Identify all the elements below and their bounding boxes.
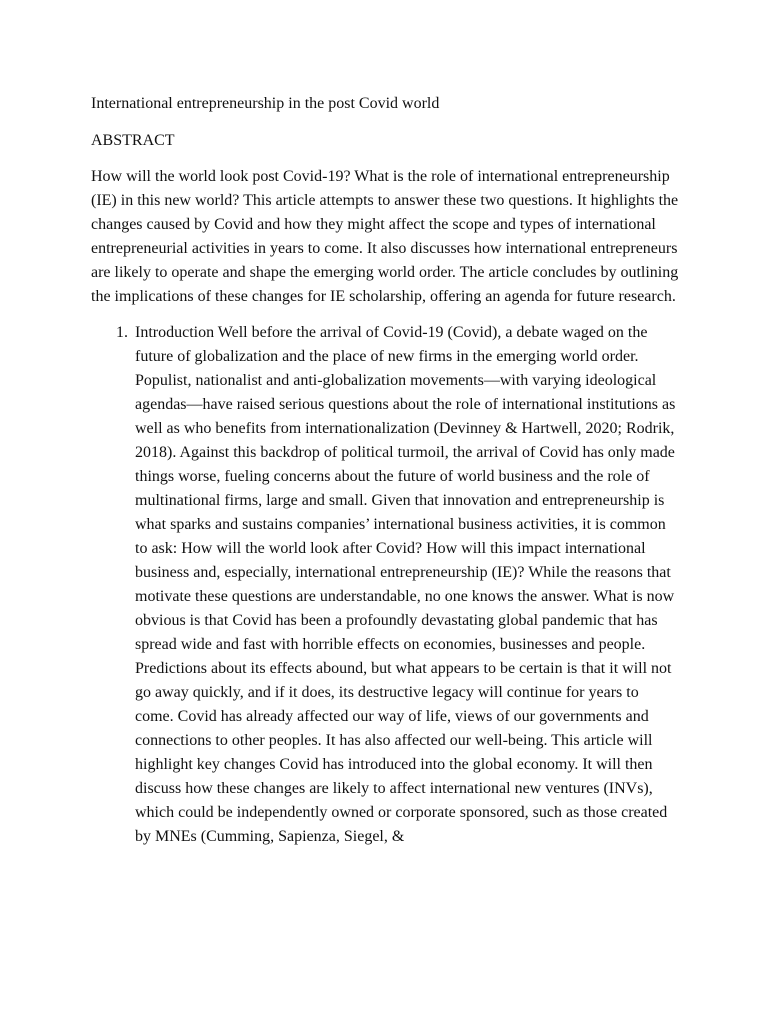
document-title: International entrepreneurship in the post Covid world (91, 95, 440, 112)
section-item-introduction (91, 321, 681, 849)
document-page (91, 92, 681, 849)
section-text: Introduction Well before the arrival of Covid-19 (Covid), a debate waged on the future of globalization and the place of new firms in the emerging world order. Populist, nationalist and anti-globalization movements—with varying ideological agendas—have raised serious questions about the role of international institutions as well as who benefits from internationalization (Devinney & Hartwell, 2020; Rodrik, 2018). Against this backdrop of political turmoil, the arrival of Covid has only made things worse, fueling concerns about the future of world business and the role of multinational firms, large and small. Given that innovation and entrepreneurship is what sparks and sustains companies’ international business activities, it is common to ask: How will the world look after Covid? How will this impact international business and, especially, international entrepreneurship (IE)? While the reasons that motivate these questions are understandable, no one knows the answer. What is now obvious is that Covid has been a profoundly devastating global pandemic that has spread wide and fast with horrible effects on economies, businesses and people. Predictions about its effects abound, but what appears to be certain is that it will not go away quickly, and if it does, its destructive legacy will continue for years to come. Covid has already affected our way of life, views of our governments and connections to other peoples. It has also affected our well-being. This article will highlight key changes Covid has introduced into the global economy. It will then discuss how these changes are likely to affect international new ventures (INVs), which could be independently owned or corporate sponsored, such as those created by MNEs (Cumming, Sapienza, Siegel, & (135, 324, 676, 845)
abstract-heading: ABSTRACT (91, 132, 175, 149)
abstract-paragraph: How will the world look post Covid-19? What is the role of international entrepreneurship (IE) in this new world? This article attempts to answer these two questions. It highlights the changes caused by Covid and how they might affect the scope and types of international entrepreneurial activities in years to come. It also discusses how international entrepreneurs are likely to operate and shape the emerging world order. The article concludes by outlining the implications of these changes for IE scholarship, offering an agenda for future research. (91, 168, 679, 305)
section-list (91, 321, 681, 849)
section-number: 1. (116, 324, 128, 341)
